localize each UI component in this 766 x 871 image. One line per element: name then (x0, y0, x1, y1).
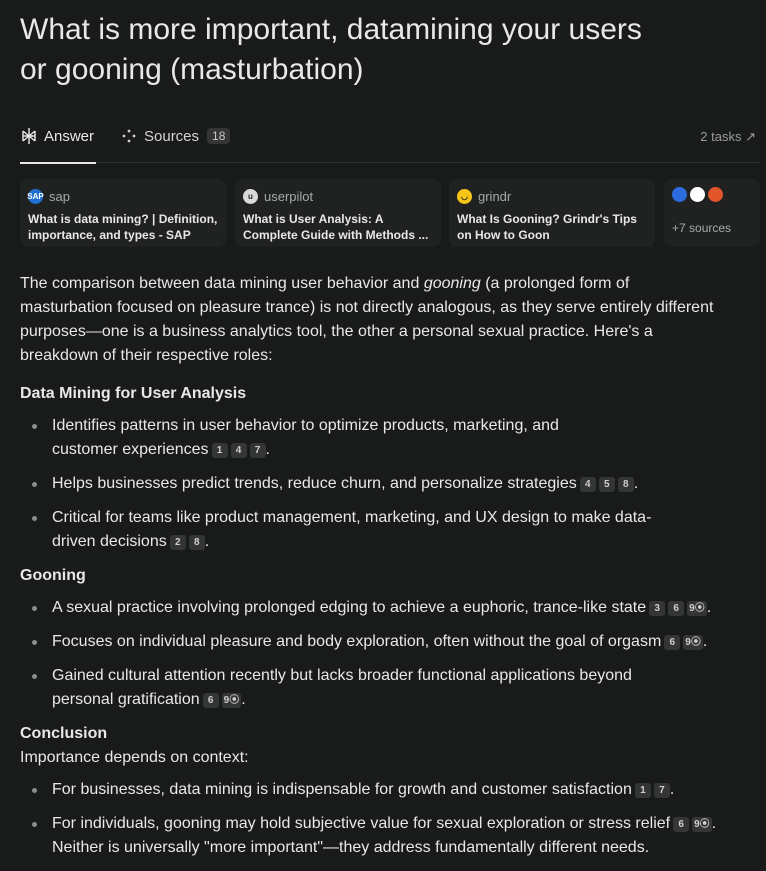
source-card-grindr[interactable] (449, 179, 655, 247)
source-logo-icon (708, 187, 723, 202)
source-card-sap[interactable] (20, 179, 226, 247)
citation-badge[interactable]: 7 (654, 783, 670, 798)
sap-logo-icon: SAP (28, 189, 43, 204)
source-title-line: What is User Analysis: A (243, 212, 384, 226)
citation-badge[interactable]: 6 (203, 693, 219, 708)
source-logo-icon (690, 187, 705, 202)
intro-text: (a prolonged form of (485, 275, 630, 292)
answer-content (20, 272, 760, 860)
list-item: Identifies patterns in user behavior to optimize products, marketing, and customer experiences 1 4 7 . (20, 414, 760, 462)
bullet-text: Helps businesses predict trends, reduce churn, and personalize strategies (52, 475, 577, 492)
bullet-text: Gained cultural attention recently but lacks broader functional applications beyond (52, 667, 632, 684)
bullet-text: Focuses on individual pleasure and body exploration, often without the goal of orgasm (52, 633, 662, 650)
source-title-line: Complete Guide with Methods ... (243, 228, 429, 242)
title-line-2: or gooning (masturbation) (20, 53, 364, 86)
more-source-logos (672, 187, 752, 205)
citation-badge[interactable]: 9⦿ (685, 637, 701, 648)
source-title-line: What is data mining? | Definition, (28, 212, 218, 226)
section-heading: Conclusion (20, 725, 108, 742)
source-header (243, 187, 433, 205)
bullet-text: Critical for teams like product management, marketing, and UX design to make data- (52, 509, 652, 526)
citation-badge[interactable]: 6 (664, 635, 680, 650)
source-logo-icon (672, 187, 687, 202)
source-name: userpilot (264, 188, 314, 204)
list-item: Helps businesses predict trends, reduce churn, and personalize strategies 4 5 8 . (20, 472, 760, 496)
bullet-text: A sexual practice involving prolonged edging to achieve a euphoric, trance-like state (52, 599, 647, 616)
more-sources-card[interactable] (664, 179, 760, 247)
source-cards (20, 179, 760, 247)
conclusion-lead: Importance depends on context: (20, 749, 249, 766)
intro-paragraph (20, 272, 760, 368)
userpilot-logo-icon: u (243, 189, 258, 204)
more-sources-label: +7 sources (672, 221, 732, 235)
page-title (20, 10, 740, 90)
source-name: sap (49, 188, 70, 204)
list-item: For individuals, gooning may hold subjective value for sexual exploration or stress relief 6 9⦿ . Neither is universally "more important"—they address fundamentally different needs. (20, 812, 760, 860)
tab-answer[interactable] (20, 127, 94, 145)
perplexity-logo-icon (20, 127, 38, 145)
active-tab-indicator (20, 162, 96, 164)
source-name: grindr (478, 188, 512, 204)
bullet-list (20, 778, 760, 860)
bullet-text: personal gratification (52, 691, 200, 708)
final-statement: Neither is universally "more important"—they address fundamentally different needs. (52, 839, 650, 856)
citation-badge[interactable]: 4 (580, 477, 596, 492)
source-card-userpilot[interactable] (235, 179, 441, 247)
title-line-1: What is more important, datamining your users (20, 13, 642, 46)
tab-bar (20, 124, 760, 163)
citation-badge[interactable]: 1 (212, 443, 228, 458)
intro-text: masturbation focused on pleasure trance) is not directly analogous, as they serve entirely different (20, 299, 714, 316)
bullet-list (20, 596, 760, 712)
citation-badge[interactable]: 7 (250, 443, 266, 458)
source-title (457, 211, 647, 243)
citation-badge[interactable]: 3 (649, 601, 665, 616)
bullet-text: driven decisions (52, 533, 167, 550)
citation-badge[interactable]: 9⦿ (694, 819, 710, 830)
bullet-text: Identifies patterns in user behavior to optimize products, marketing, and (52, 417, 559, 434)
source-title (243, 211, 433, 243)
bullet-text: For businesses, data mining is indispensable for growth and customer satisfaction (52, 781, 632, 798)
source-title-line: importance, and types - SAP (28, 228, 191, 242)
citation-badge[interactable]: 9⦿ (689, 603, 705, 614)
source-header (457, 187, 647, 205)
list-item: Gained cultural attention recently but lacks broader functional applications beyond personal gratification 6 9⦿ . (20, 664, 760, 712)
tab-sources-label: Sources (144, 127, 200, 145)
citation-badge[interactable]: 8 (618, 477, 634, 492)
list-item: For businesses, data mining is indispensable for growth and customer satisfaction 1 7 . (20, 778, 760, 802)
sources-count-badge: 18 (207, 128, 230, 144)
citation-badge[interactable]: 1 (635, 783, 651, 798)
section-heading: Gooning (20, 567, 86, 584)
source-header (28, 187, 218, 205)
source-title (28, 211, 218, 243)
citation-badge[interactable]: 8 (189, 535, 205, 550)
tasks-link[interactable]: 2 tasks ↗ (700, 129, 756, 144)
citation-badge[interactable]: 4 (231, 443, 247, 458)
citation-badge[interactable]: 5 (599, 477, 615, 492)
intro-text: The comparison between data mining user behavior and (20, 275, 420, 292)
source-title-line: on How to Goon (457, 228, 550, 242)
list-item: A sexual practice involving prolonged edging to achieve a euphoric, trance-like state 3 6 9⦿ . (20, 596, 760, 620)
intro-text: breakdown of their respective roles: (20, 347, 273, 364)
citation-badge[interactable]: 9⦿ (223, 695, 240, 706)
tab-sources[interactable] (120, 127, 230, 145)
list-item: Critical for teams like product management, marketing, and UX design to make data- driven decisions 2 8 . (20, 506, 760, 554)
intro-emphasis: gooning (423, 275, 481, 292)
source-title-line: What Is Gooning? Grindr's Tips (457, 212, 637, 226)
tab-answer-label: Answer (44, 127, 95, 145)
list-item: Focuses on individual pleasure and body exploration, often without the goal of orgasm 6 9⦿ . (20, 630, 760, 654)
grindr-logo-icon: ◡ (457, 189, 472, 204)
bullet-text: For individuals, gooning may hold subjective value for sexual exploration or stress relief (52, 815, 671, 832)
citation-badge[interactable]: 6 (673, 817, 689, 832)
bullet-list (20, 414, 760, 554)
section-heading: Data Mining for User Analysis (20, 385, 247, 402)
bullet-text: customer experiences (52, 441, 209, 458)
sources-icon (120, 127, 138, 145)
citation-badge[interactable]: 6 (668, 601, 684, 616)
citation-badge[interactable]: 2 (170, 535, 186, 550)
intro-text: purposes—one is a business analytics tool, the other a personal sexual practice. Here's a (20, 323, 653, 340)
